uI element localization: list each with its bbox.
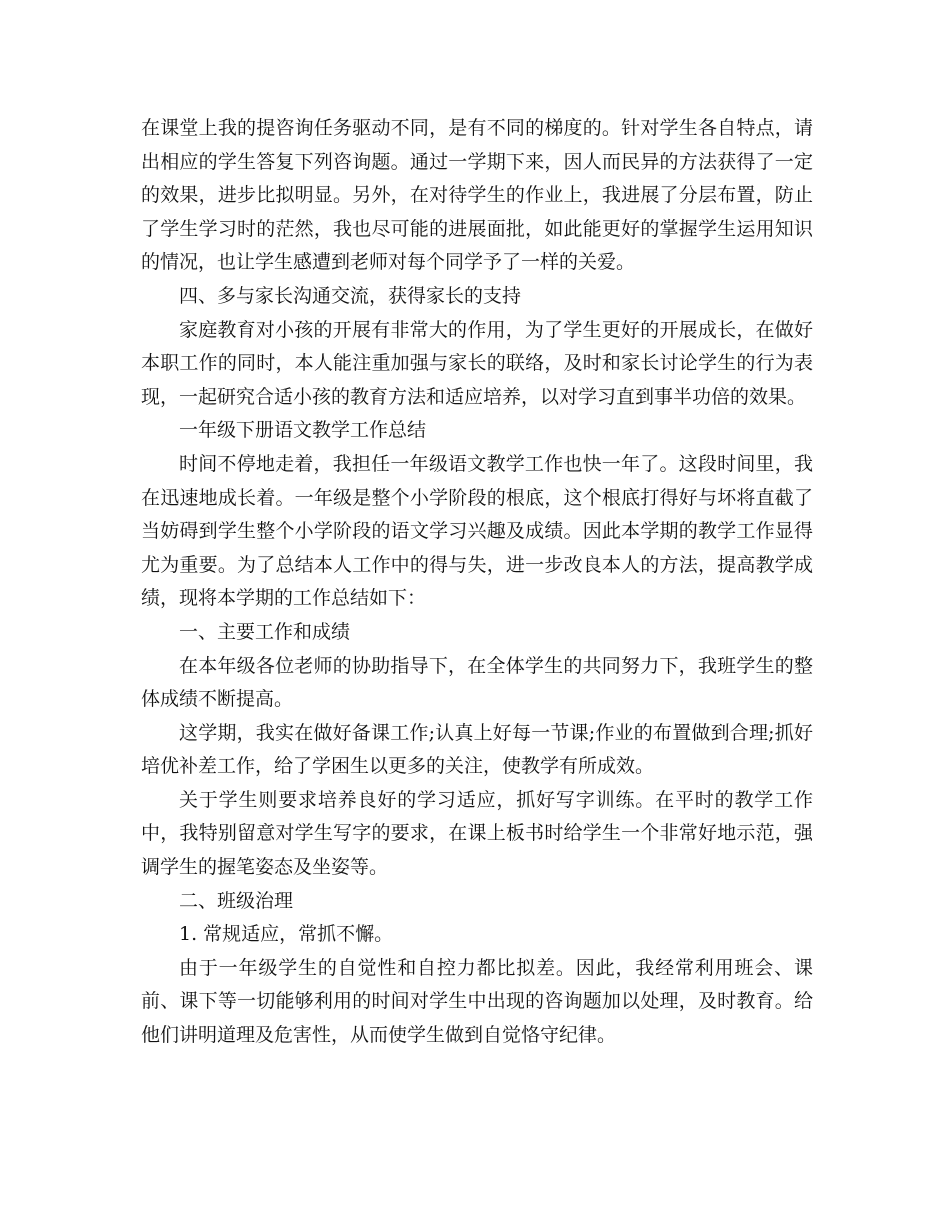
document-body xyxy=(141,112,813,1053)
paragraph-self-discipline: 由于一年级学生的自觉性和自控力都比拟差。因此，我经常利用班会、课前、课下等一切能够利用的时间对学生中出现的咨询题加以处理，及时教育。给他们讲明道理及危害性，从而使学生做到自觉恪守纪律。 xyxy=(141,956,813,1047)
paragraph-guidance: 在本年级各位老师的协助指导下，在全体学生的共同努力下，我班学生的整体成绩不断提高。 xyxy=(141,654,813,711)
document-title-summary: 一年级下册语文教学工作总结 xyxy=(179,419,427,442)
paragraph-continued-intro: 在课堂上我的提咨询任务驱动不同，是有不同的梯度的。针对学生各自特点，请出相应的学生答复下列咨询题。通过一学期下来，因人而民异的方法获得了一定的效果，进步比拟明显。另外，在对待学生的作业上，我进展了分层布置，防止了学生学习时的茫然，我也尽可能的进展面批，如此能更好的掌握学生运用知识的情况，也让学生感遭到老师对每个同学予了一样的关爱。 xyxy=(141,117,813,274)
section-heading-parent-communication: 四、多与家长沟通交流，获得家长的支持 xyxy=(179,284,522,307)
section-heading-main-work: 一、主要工作和成绩 xyxy=(179,620,351,643)
paragraph-writing-training: 关于学生则要求培养良好的学习适应，抓好写字训练。在平时的教学工作中，我特别留意对学生写字的要求，在课上板书时给学生一个非常好地示范，强调学生的握笔姿态及坐姿等。 xyxy=(141,788,813,879)
paragraph-this-semester: 这学期，我实在做好备课工作;认真上好每一节课;作业的布置做到合理;抓好培优补差工作，给了学困生以更多的关注，使教学有所成效。 xyxy=(141,721,813,778)
subheading-routine-habits: 1. 常规适应，常抓不懈。 xyxy=(179,923,394,946)
paragraph-time-passing: 时间不停地走着，我担任一年级语文教学工作也快一年了。这段时间里，我在迅速地成长着。一年级是整个小学阶段的根底，这个根底打得好与坏将直截了当妨碍到学生整个小学阶段的语文学习兴趣及成绩。因此本学期的教学工作显得尤为重要。为了总结本人工作中的得与失，进一步改良本人的方法，提高教学成绩，现将本学期的工作总结如下： xyxy=(141,452,813,610)
section-heading-class-management: 二、班级治理 xyxy=(179,889,294,912)
paragraph-family-education: 家庭教育对小孩的开展有非常大的作用，为了学生更好的开展成长，在做好本职工作的同时，本人能注重加强与家长的联络，及时和家长讨论学生的行为表现，一起研究合适小孩的教育方法和适应培养，以对学习直到事半功倍的效果。 xyxy=(141,318,813,408)
